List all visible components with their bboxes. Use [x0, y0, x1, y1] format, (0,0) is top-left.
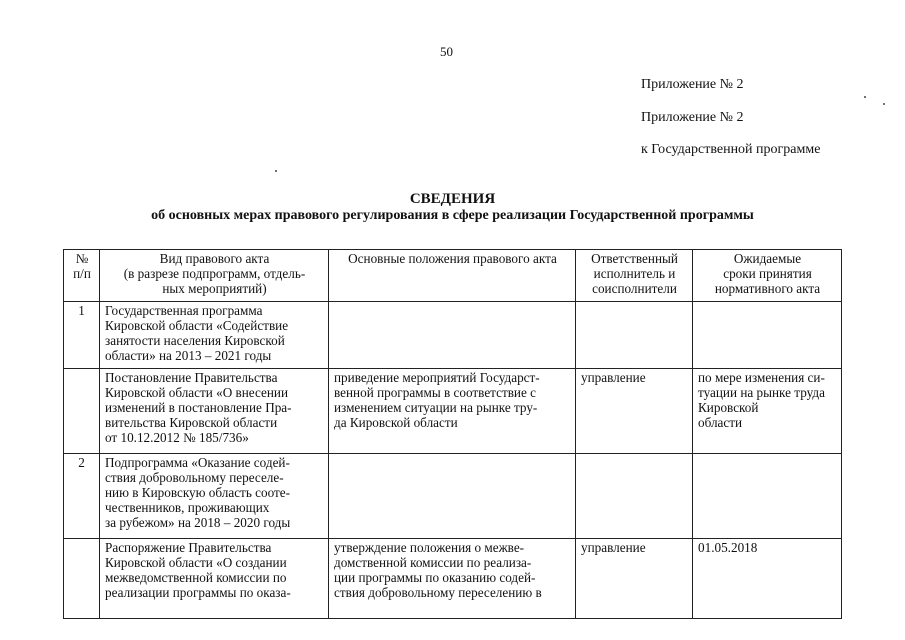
table-row: [64, 539, 842, 619]
table-header-row: [64, 250, 842, 302]
executor-cell: управление: [576, 369, 693, 454]
row-number: [64, 539, 100, 619]
table-row: [64, 302, 842, 369]
provisions-cell: [329, 302, 576, 369]
scan-speck: [864, 96, 866, 98]
row-number: [64, 369, 100, 454]
act-type-cell: Распоряжение Правительства Кировской области «О создании межведомственной комиссии по реализации программы по оказа-: [100, 539, 329, 619]
document-title: СВЕДЕНИЯ: [409, 191, 496, 207]
provisions-cell: [329, 454, 576, 539]
deadline-cell: [693, 302, 842, 369]
column-header-act-type: Вид правового акта (в разрезе подпрограмм, отдель- ных мероприятий): [100, 250, 329, 302]
row-number: 2: [64, 454, 100, 539]
column-header-executor: Ответственный исполнитель и соисполнители: [576, 250, 693, 302]
annex-line-2: Приложение № 2: [641, 110, 744, 125]
column-header-deadline: Ожидаемые сроки принятия нормативного акта: [693, 250, 842, 302]
table-row: [64, 369, 842, 454]
scan-speck: [883, 103, 885, 105]
scan-speck: [275, 170, 277, 172]
deadline-cell: [693, 454, 842, 539]
annex-line-3: к Государственной программе: [641, 142, 821, 157]
document-subtitle: об основных мерах правового регулирования в сфере реализации Государственной программы: [151, 208, 754, 223]
executor-cell: [576, 454, 693, 539]
deadline-cell: 01.05.2018: [693, 539, 842, 619]
executor-cell: управление: [576, 539, 693, 619]
deadline-cell: по мере изменения си- туации на рынке труда Кировской области: [693, 369, 842, 454]
annex-line-1: Приложение № 2: [641, 77, 744, 92]
column-header-provisions: Основные положения правового акта: [329, 250, 576, 302]
table-row: [64, 454, 842, 539]
row-number: 1: [64, 302, 100, 369]
act-type-cell: Постановление Правительства Кировской области «О внесении изменений в постановление Пра- вительства Кировской области от 10.12.2012 № 185/736»: [100, 369, 329, 454]
act-type-cell: Подпрограмма «Оказание содей- ствия добровольному переселе- нию в Кировскую область сооте- чественников, проживающих за рубежом» на 2018 – 2020 годы: [100, 454, 329, 539]
provisions-cell: приведение мероприятий Государст- венной программы в соответствие с изменением ситуации на рынке тру- да Кировской области: [329, 369, 576, 454]
executor-cell: [576, 302, 693, 369]
provisions-cell: утверждение положения о межве- домственной комиссии по реализа- ции программы по оказанию содей- ствия добровольному переселению в: [329, 539, 576, 619]
column-header-number: № п/п: [64, 250, 100, 302]
page-number: 50: [440, 44, 453, 59]
act-type-cell: Государственная программа Кировской области «Содействие занятости населения Кировской области» на 2013 – 2021 годы: [100, 302, 329, 369]
legal-acts-table: [63, 249, 842, 619]
